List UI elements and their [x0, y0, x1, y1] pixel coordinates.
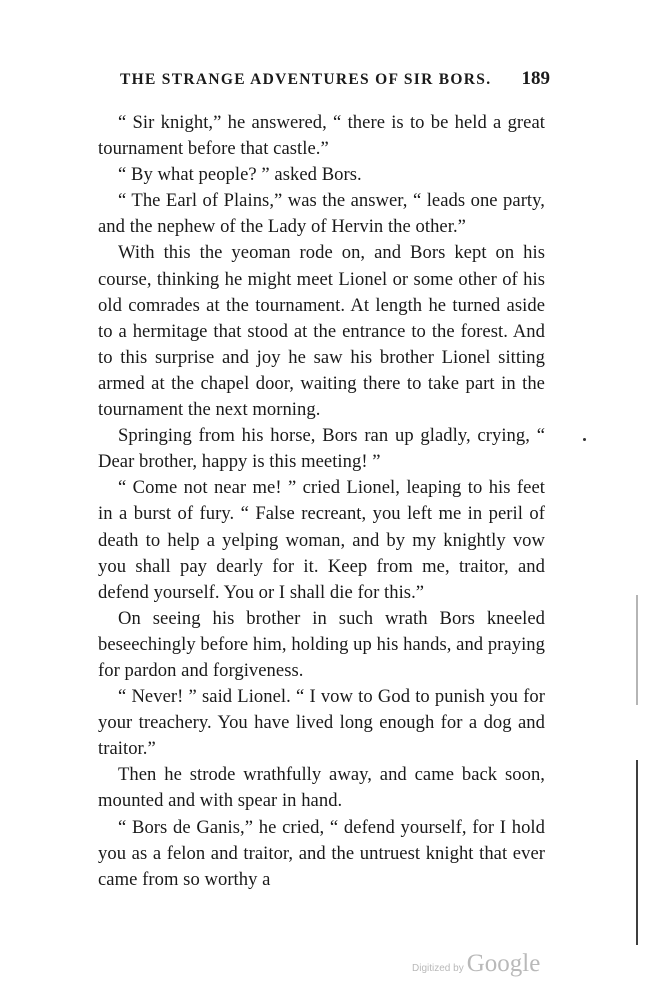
watermark-prefix: Digitized by [412, 963, 464, 974]
scan-speck [583, 438, 586, 441]
digitized-watermark [412, 950, 540, 978]
paragraph: “ Bors de Ganis,” he cried, “ defend yourself, for I hold you as a felon and traitor, and the untruest knight that ever came from so worthy a [98, 816, 545, 890]
scan-edge-line [636, 595, 638, 705]
running-title: THE STRANGE ADVENTURES OF SIR BORS. [120, 71, 492, 88]
paragraph: “ Sir knight,” he answered, “ there is to be held a great tournament before that castle.” [98, 112, 545, 160]
paragraph: Then he strode wrathfully away, and came back soon, mounted and with spear in hand. [98, 764, 545, 812]
paragraph: “ The Earl of Plains,” was the answer, “ leads one party, and the nephew of the Lady of Hervin the other.” [98, 190, 545, 238]
paragraph: “ Never! ” said Lionel. “ I vow to God to punish you for your treachery. You have lived long enough for a dog and traitor.” [98, 686, 545, 760]
running-header [120, 68, 550, 94]
paragraph: “ By what people? ” asked Bors. [118, 164, 362, 186]
scan-edge-line [636, 760, 638, 945]
body-text [98, 110, 545, 893]
google-logo: Google [466, 950, 541, 977]
paragraph: With this the yeoman rode on, and Bors kept on his course, thinking he might meet Lionel or some other of his old comrades at the tournament. At length he turned aside to a hermitage that stood at the entrance to the forest. And to this surprise and joy he saw his brother Lionel sitting armed at the chapel door, waiting there to take part in the tournament the next morning. [98, 242, 545, 421]
paragraph: “ Come not near me! ” cried Lionel, leaping to his feet in a burst of fury. “ False recreant, you left me in peril of death to help a yelping woman, and by my knightly vow you shall pay dearly for it. Keep from me, traitor, and defend yourself. You or I shall die for this.” [98, 477, 545, 603]
paragraph: On seeing his brother in such wrath Bors kneeled beseechingly before him, holding up his hands, and praying for pardon and forgiveness. [98, 607, 545, 681]
page-number: 189 [521, 68, 550, 89]
paragraph: Springing from his horse, Bors ran up gladly, crying, “ Dear brother, happy is this meeting! ” [98, 425, 545, 473]
